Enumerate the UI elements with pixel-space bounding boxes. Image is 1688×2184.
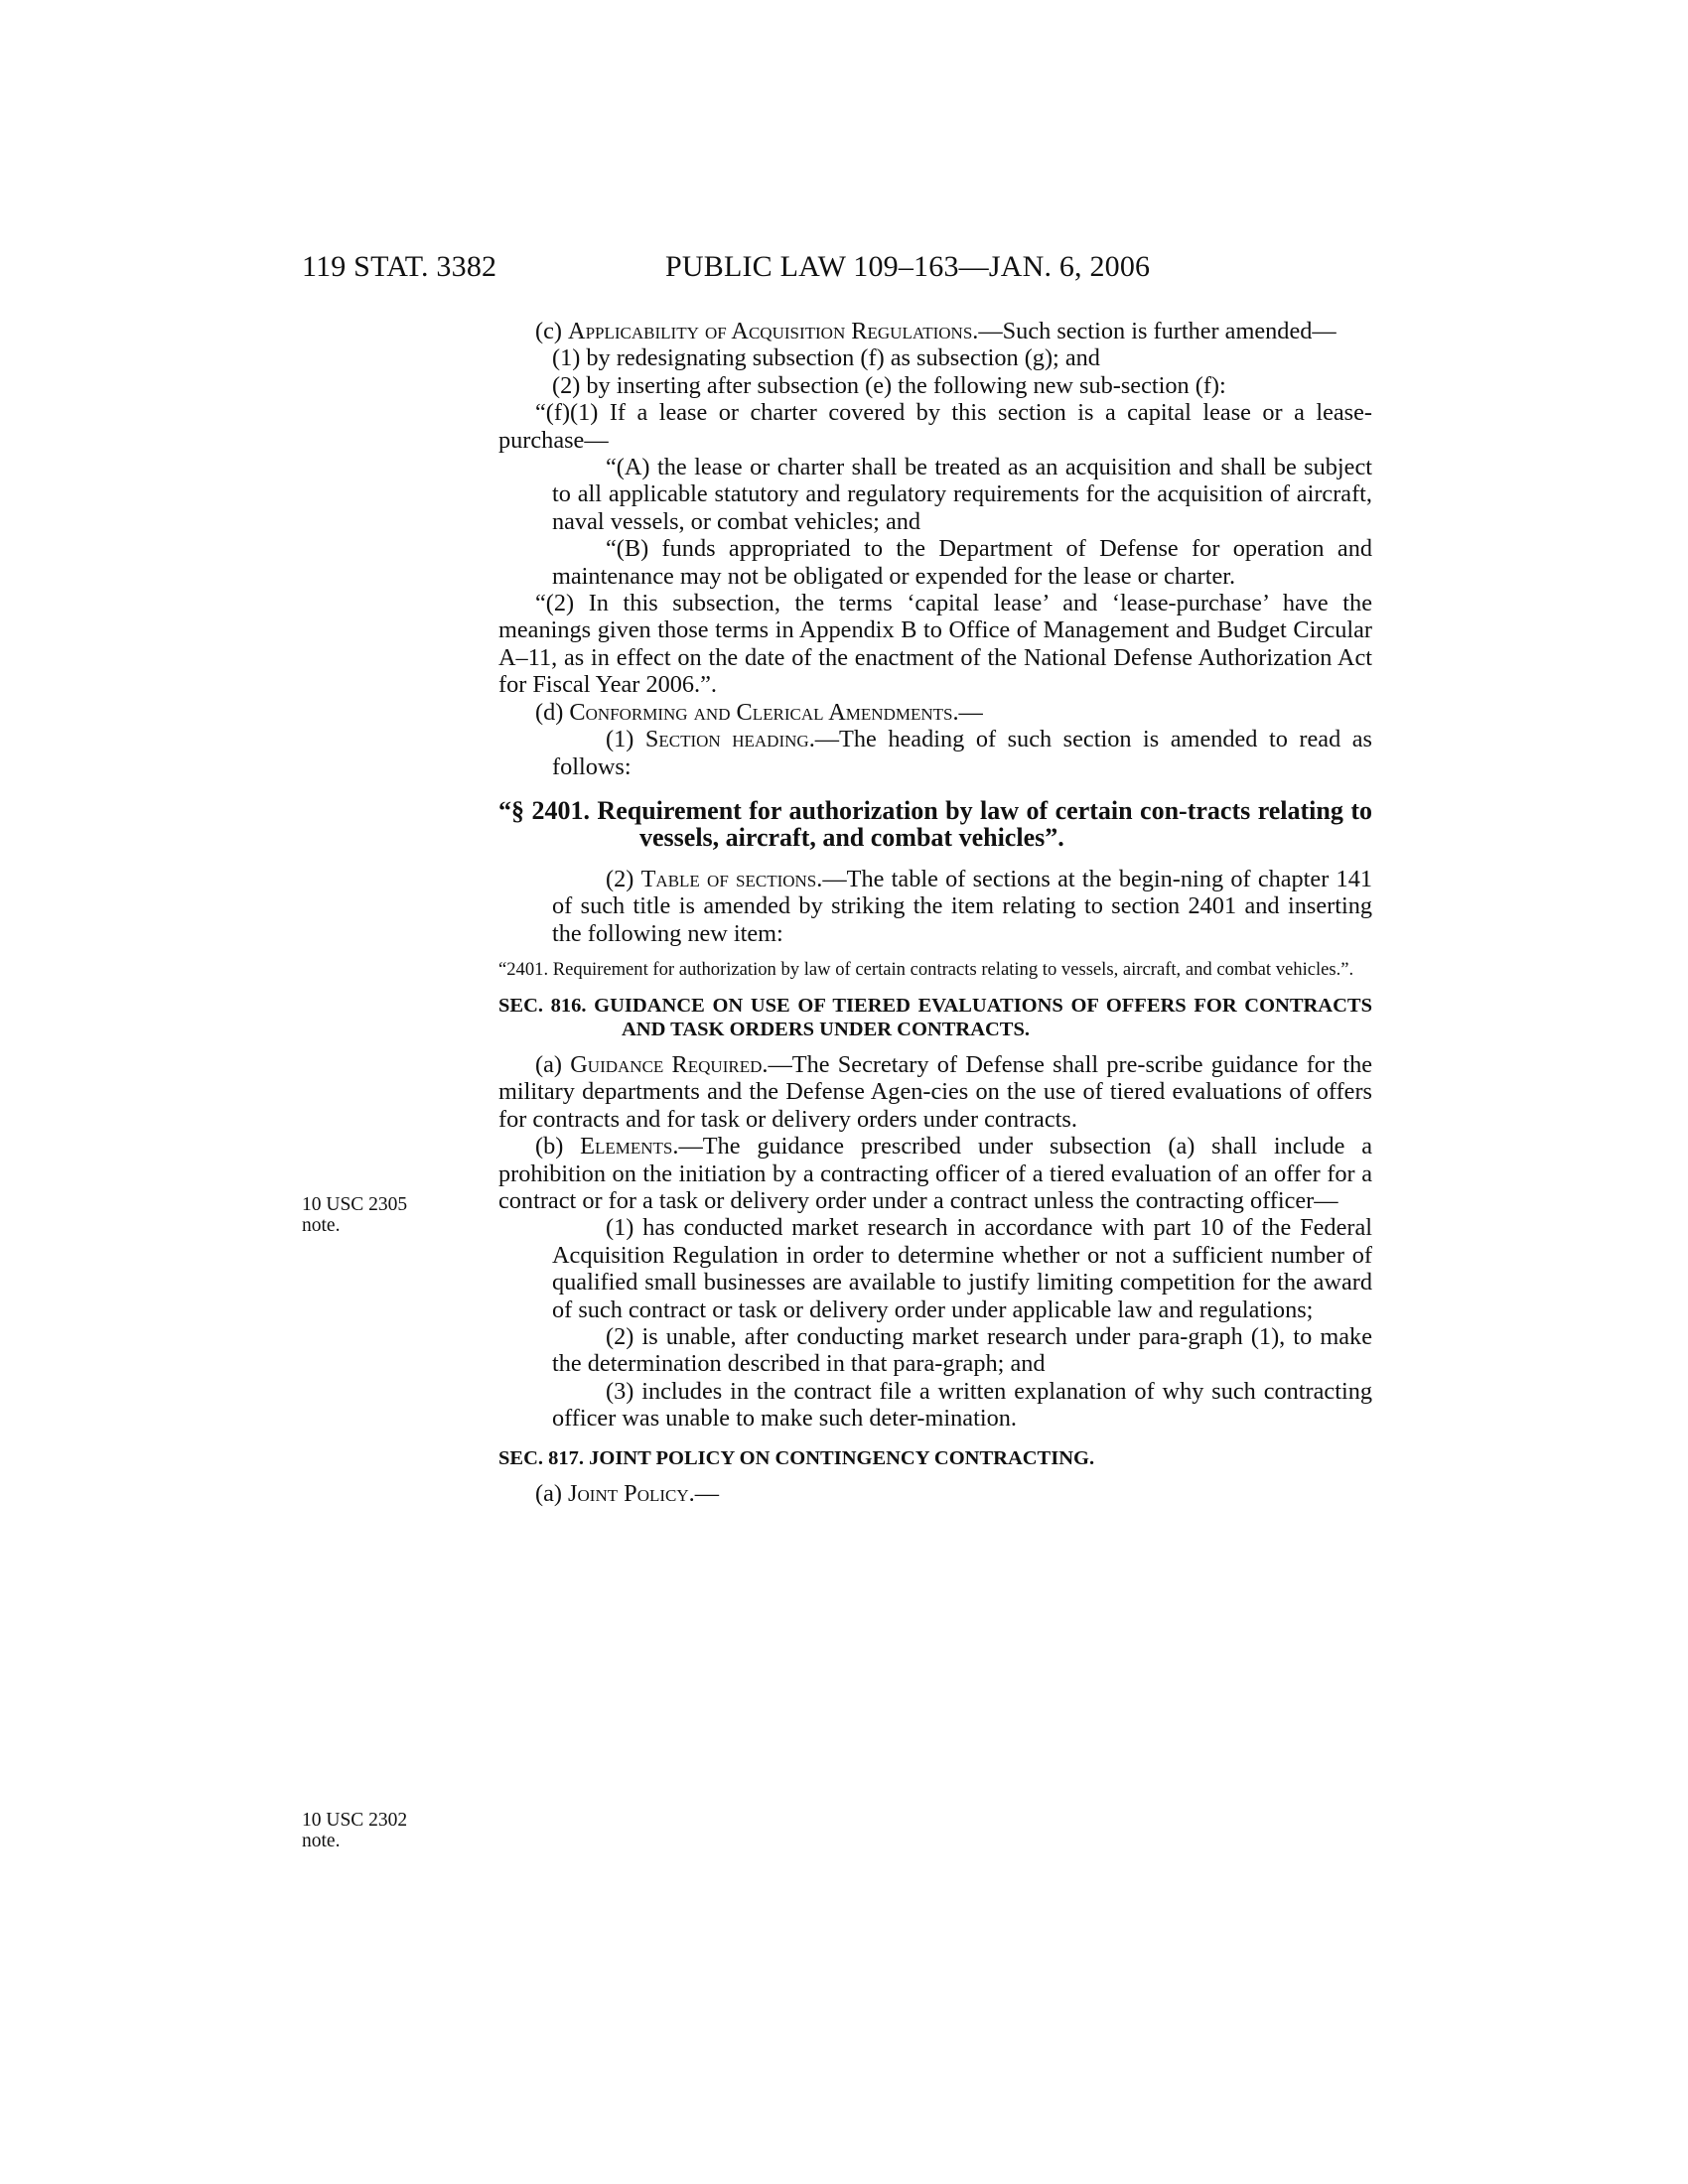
section-2401-heading: “§ 2401. Requirement for authorization by law of certain con-tracts relating to vessels, aircraft, and combat vehicles”. xyxy=(498,795,1372,853)
margin-note-sec-817 xyxy=(302,1810,441,1851)
margin-note-suffix: note. xyxy=(302,1831,341,1851)
new-subsection-f-1: “(f)(1) If a lease or charter covered by this section is a capital lease or a lease-purchase— xyxy=(498,399,1372,454)
paragraph-c-2: (2) by inserting after subsection (e) the following new sub-section (f): xyxy=(552,371,1226,399)
paragraph-d-2: (2) Table of sections.—The table of sections at the begin-ning of chapter 141 of such title is amended by striking the item relating to section 2401 and inserting the following new item: xyxy=(552,865,1372,947)
public-law-title: PUBLIC LAW 109–163—JAN. 6, 2006 xyxy=(665,250,1151,283)
running-head xyxy=(302,250,1375,290)
margin-note-citation: 10 USC 2302 xyxy=(302,1810,408,1831)
paragraph-c-1: (1) by redesignating subsection (f) as subsection (g); and xyxy=(552,344,1100,372)
subsection-heading: Joint Policy xyxy=(568,1479,689,1507)
subsection-d: (d) Conforming and Clerical Amendments.— xyxy=(535,698,983,726)
subsection-heading: Applicability of Acquisition Regulations xyxy=(568,318,973,344)
section-817-subsection-a: (a) Joint Policy.— xyxy=(535,1479,720,1507)
paragraph-heading: Table of sections xyxy=(640,865,817,892)
section-816-paragraph-1: (1) has conducted market research in accordance with part 10 of the Federal Acquisition Regulation in order to determine whether or not a sufficient number of qualified small businesses are available to justify limiting competition for the award of such contract or task or delivery order under applicable law and regulations; xyxy=(552,1214,1372,1323)
subsection-c: (c) Applicability of Acquisition Regulations.—Such section is further amended— xyxy=(535,318,1336,344)
table-of-sections-item: “2401. Requirement for authorization by law of certain contracts relating to vessels, aircraft, and combat vehicles.”. xyxy=(498,958,1354,980)
section-816-paragraph-2: (2) is unable, after conducting market research under para-graph (1), to make the determination described in that para-graph; and xyxy=(552,1323,1372,1378)
subsection-heading: Conforming and Clerical Amendments xyxy=(569,698,953,726)
paragraph-heading: Section heading xyxy=(644,726,809,753)
subparagraph-f-A: “(A) the lease or charter shall be treated as an acquisition and shall be subject to all applicable statutory and regulatory requirements for the acquisition of aircraft, naval vessels, or combat vehicles; and xyxy=(552,454,1372,535)
stat-citation: 119 STAT. 3382 xyxy=(302,250,497,283)
subsection-heading: Elements xyxy=(580,1133,673,1160)
section-816-heading: SEC. 816. GUIDANCE ON USE OF TIERED EVALUATIONS OF OFFERS FOR CONTRACTS AND TASK ORDERS UNDER CONTRACTS. xyxy=(498,994,1372,1040)
section-816-subsection-a: (a) Guidance Required.—The Secretary of Defense shall pre-scribe guidance for the military departments and the Defense Agen-cies on the use of tiered evaluations of offers for contracts and for task or delivery orders under contracts. xyxy=(498,1050,1373,1133)
margin-note-suffix: note. xyxy=(302,1215,341,1236)
paragraph-d-1: (1) Section heading.—The heading of such section is amended to read as follows: xyxy=(552,726,1373,780)
section-816-paragraph-3: (3) includes in the contract file a written explanation of why such contracting officer was unable to make such deter-mination. xyxy=(552,1377,1372,1433)
main-text-column xyxy=(498,318,1372,1507)
margin-note-citation: 10 USC 2305 xyxy=(302,1194,408,1215)
margin-note-sec-816 xyxy=(302,1194,441,1236)
section-816-subsection-b: (b) Elements.—The guidance prescribed under subsection (a) shall include a prohibition on the initiation by a contracting officer of a tiered evaluation of an offer for a contract or for a task or delivery order under a contract unless the contracting officer— xyxy=(498,1133,1373,1214)
subsection-heading: Guidance Required xyxy=(570,1050,763,1078)
section-817-heading: SEC. 817. JOINT POLICY ON CONTINGENCY CONTRACTING. xyxy=(498,1446,1095,1469)
new-subsection-f-2: “(2) In this subsection, the terms ‘capital lease’ and ‘lease-purchase’ have the meanings given those terms in Appendix B to Office of Management and Budget Circular A–11, as in effect on the date of the enactment of the National Defense Authorization Act for Fiscal Year 2006.”. xyxy=(498,590,1372,699)
subparagraph-f-B: “(B) funds appropriated to the Department of Defense for operation and maintenance may not be obligated or expended for the lease or charter. xyxy=(552,535,1372,590)
